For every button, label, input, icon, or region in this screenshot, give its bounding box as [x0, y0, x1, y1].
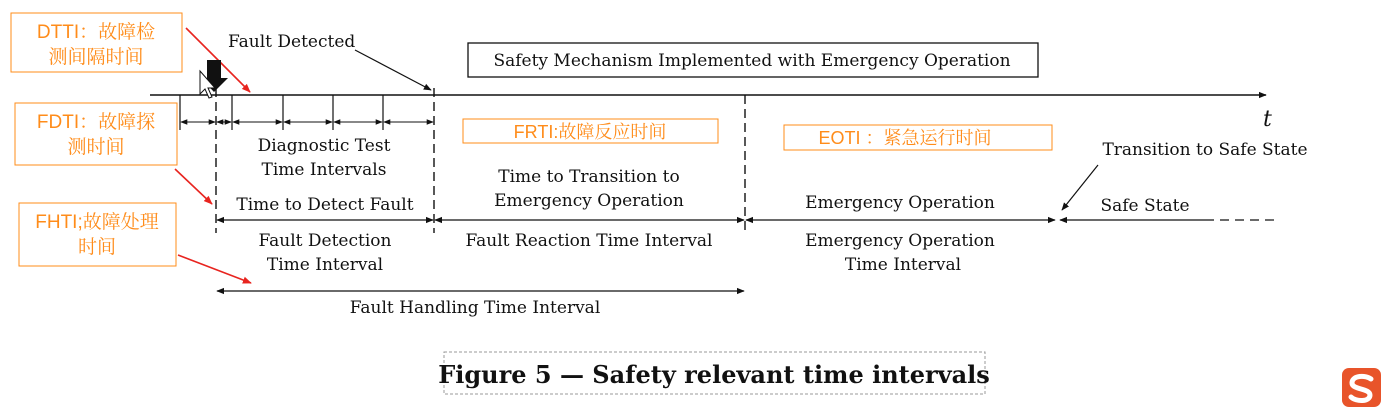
time-to-transition-line2: Emergency Operation	[494, 191, 684, 211]
fault-handling-interval-label: Fault Handling Time Interval	[349, 298, 601, 318]
annotation-frti-text: FRTI:故障反应时间	[513, 122, 667, 142]
annotation-frti	[463, 119, 718, 143]
emergency-operation-label: Emergency Operation	[805, 193, 995, 213]
annotation-eoti	[784, 125, 1052, 150]
emergency-operation-interval-line1: Emergency Operation	[805, 231, 995, 251]
safety-mechanism-box	[468, 43, 1038, 77]
diagnostic-test-label-line2: Time Intervals	[261, 160, 387, 180]
safety-mechanism-label: Safety Mechanism Implemented with Emergency Operation	[493, 51, 1011, 71]
annotation-eoti-text: EOTI ：紧急运行时间	[818, 128, 992, 148]
emergency-operation-interval-line2: Time Interval	[844, 255, 962, 275]
annotation-fdti	[15, 103, 177, 165]
time-to-transition-line1: Time to Transition to	[498, 167, 680, 187]
annotation-dtti-line1: DTTI：故障检	[36, 22, 156, 43]
transition-arrow	[1062, 165, 1098, 210]
red-arrow-fdti	[175, 169, 212, 204]
annotation-fhti-line2: 时间	[77, 237, 117, 258]
sogou-s-logo-icon	[1342, 368, 1381, 407]
annotation-fdti-line1: FDTI：故障探	[36, 112, 156, 133]
figure-caption	[438, 352, 990, 394]
figure-caption-text: Figure 5 — Safety relevant time intervals	[438, 360, 990, 389]
time-to-detect-fault-label: Time to Detect Fault	[236, 195, 414, 215]
time-axis-label: t	[1263, 107, 1272, 132]
fault-detection-interval-line2: Time Interval	[266, 255, 384, 275]
diagnostic-test-label-line1: Diagnostic Test	[257, 136, 391, 156]
fault-detected-arrow	[355, 50, 431, 90]
diagnostic-ticks	[180, 95, 383, 130]
annotation-dtti	[11, 13, 182, 72]
annotation-dtti-line2: 测间隔时间	[48, 47, 144, 68]
annotation-fhti-line1: FHTI;故障处理	[35, 212, 159, 233]
annotation-fhti	[19, 203, 176, 266]
transition-to-safe-state-label: Transition to Safe State	[1102, 140, 1308, 160]
safe-state-label: Safe State	[1100, 196, 1190, 216]
fault-detected-label: Fault Detected	[228, 32, 356, 52]
fault-detection-interval-line1: Fault Detection	[258, 231, 392, 251]
fault-reaction-interval-label: Fault Reaction Time Interval	[465, 231, 713, 251]
annotation-fdti-line2: 测时间	[67, 137, 125, 158]
red-arrow-fhti	[178, 255, 251, 283]
